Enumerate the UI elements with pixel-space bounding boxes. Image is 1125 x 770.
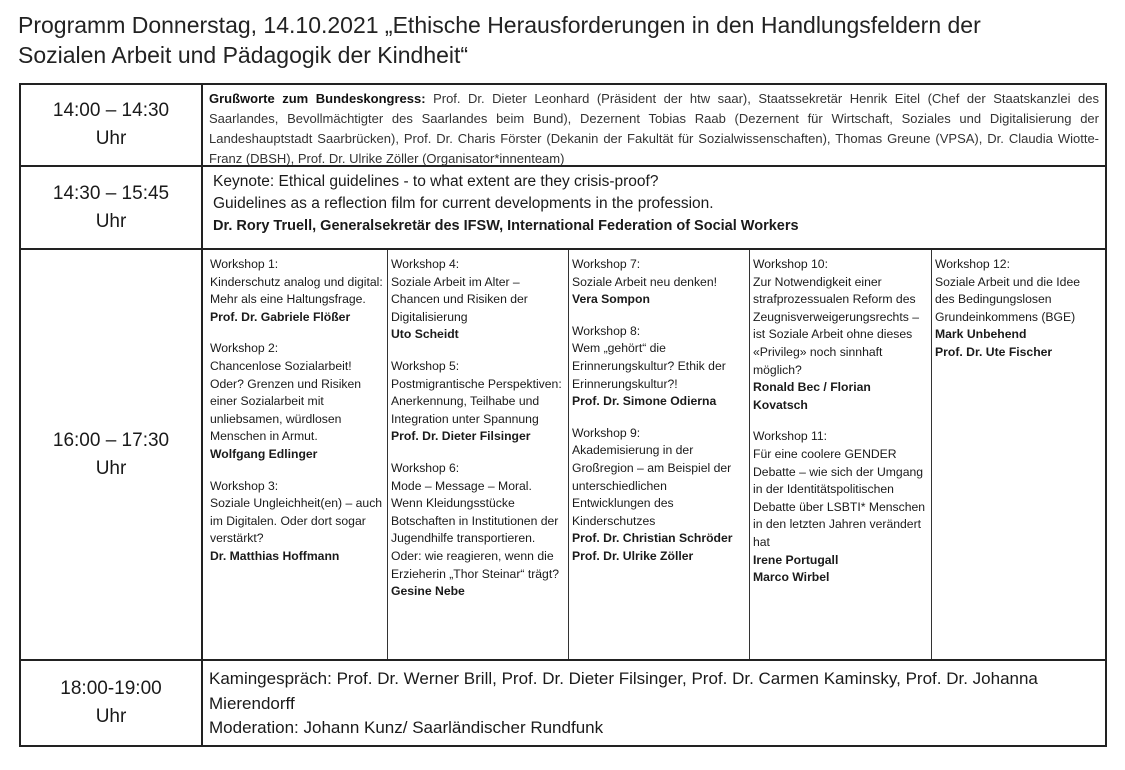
workshop-label: Workshop 4: [391, 257, 460, 271]
workshop-item [572, 425, 745, 566]
workshop-title: Kinderschutz analog und digital: Mehr als eine Haltungsfrage. [210, 274, 383, 307]
keynote-label: Keynote: [213, 173, 275, 190]
workshop-item [753, 428, 927, 586]
keynote-subtitle: Guidelines as a reflection film for current developments in the profession. [213, 195, 714, 212]
time-range: 14:30 – 15:45 [52, 182, 170, 204]
program-table [19, 83, 1107, 747]
workshop-speaker: Prof. Dr. Simone Odierna [572, 394, 717, 409]
page-title [18, 10, 1113, 70]
fireside-label: Kamingespräch: [209, 669, 332, 688]
workshop-speaker: Marco Wirbel [753, 570, 830, 585]
workshop-item [391, 460, 564, 601]
time-cell [21, 661, 203, 745]
workshop-title: Soziale Arbeit im Alter – Chancen und Risiken der Digitalisierung [391, 274, 528, 324]
keynote-title: Ethical guidelines - to what extent are they crisis-proof? [278, 173, 659, 190]
workshop-speaker: Vera Sompon [572, 292, 650, 307]
title-line-2: Sozialen Arbeit und Pädagogik der Kindheit“ [18, 42, 469, 68]
workshop-speaker: Gesine Nebe [391, 584, 465, 599]
time-unit: Uhr [95, 706, 127, 727]
fireside-text: Prof. Dr. Werner Brill, Prof. Dr. Dieter Filsinger, Prof. Dr. Carmen Kaminsky, Prof. Dr. Johanna Mierendorff [209, 669, 1038, 713]
workshop-title: Postmigrantische Perspektiven: Anerkennung, Teilhabe und Integration unter Spannung [391, 376, 562, 426]
workshop-label: Workshop 1: [210, 257, 279, 271]
workshop-title: Wem „gehört“ die Erinnerungskultur? Ethik der Erinnerungskultur?! [572, 341, 726, 391]
title-line-1: Programm Donnerstag, 14.10.2021 „Ethische Herausforderungen in den Handlungsfeldern der [18, 12, 981, 38]
workshop-item [210, 478, 383, 566]
workshop-column [207, 250, 388, 659]
moderation-text: Johann Kunz/ Saarländischer Rundfunk [303, 718, 604, 737]
workshop-title: Zur Notwendigkeit einer strafprozessualen Reform des Zeugnisverweigerungsrechts – ist Soziale Arbeit ohne dieses «Privileg» noch sinnhaft möglich? [753, 274, 919, 377]
workshop-speaker: Ronald Bec / Florian Kovatsch [753, 380, 871, 412]
workshop-speaker: Prof. Dr. Ulrike Zöller [572, 548, 694, 563]
workshop-column [750, 250, 932, 659]
workshop-title: Soziale Arbeit neu denken! [572, 274, 717, 289]
workshop-column [569, 250, 750, 659]
workshop-speaker: Mark Unbehend [935, 327, 1027, 342]
greeting-label: Grußworte zum Bundeskongress: [209, 91, 426, 106]
row-fireside [21, 661, 1105, 745]
workshop-speaker: Uto Scheidt [391, 327, 459, 342]
time-range: 14:00 – 14:30 [52, 100, 170, 121]
workshop-item [210, 340, 383, 463]
workshop-speaker: Prof. Dr. Gabriele Flößer [210, 309, 351, 324]
workshop-label: Workshop 5: [391, 358, 460, 373]
workshop-label: Workshop 3: [210, 478, 279, 493]
workshop-label: Workshop 7: [572, 257, 641, 271]
workshop-item [391, 256, 564, 344]
workshop-item [210, 256, 383, 326]
time-unit: Uhr [95, 457, 127, 479]
workshop-column [932, 250, 1105, 659]
time-cell [21, 167, 203, 248]
workshop-title: Chancenlose Sozialarbeit! Oder? Grenzen und Risiken einer Sozialarbeit mit unliebsamen, würdlosen Menschen in Armut. [210, 358, 362, 444]
time-cell [21, 85, 203, 165]
workshop-speaker: Prof. Dr. Ute Fischer [935, 344, 1053, 359]
greeting-cell [207, 85, 1105, 165]
keynote-speaker: Dr. Rory Truell, Generalsekretär des IFSW, International Federation of Social Workers [213, 218, 799, 234]
workshop-speaker: Irene Portugall [753, 552, 839, 567]
workshop-title: Soziale Ungleichheit(en) – auch im Digitalen. Oder dort sogar verstärkt? [210, 496, 383, 546]
keynote-cell [207, 167, 1105, 248]
time-unit: Uhr [95, 128, 127, 149]
workshop-speaker: Dr. Matthias Hoffmann [210, 548, 340, 563]
time-cell [21, 250, 203, 659]
workshop-speaker: Wolfgang Edlinger [210, 446, 318, 461]
row-keynote [21, 167, 1105, 250]
workshop-title: Für eine coolere GENDER Debatte – wie sich der Umgang in der Identitätspolitischen Debatte über LSBTI* Menschen in den letzten Jahren verändert hat [753, 446, 926, 549]
greeting-text: Prof. Dr. Dieter Leonhard (Präsident der htw saar), Staatssekretär Henrik Eitel (Chef der Staatskanzlei des Saarlandes, Bevollmächtigter des Saarlandes beim Bund), Dezernent Tobias Raab (Dezernent für Wirtschaft, Soziales und Digitalisierung der Landeshauptstadt Saarbrücken), Prof. Dr. Charis Förster (Dekanin der Fakultät für Sozialwissenschaften), Thomas Greune (VPSA), Dr. Claudia Wiotte-Franz (DBSH), Prof. Dr. Ulrike Zöller (Organisator*innenteam) [209, 91, 1099, 166]
workshop-label: Workshop 12: [935, 257, 1010, 271]
workshop-label: Workshop 9: [572, 425, 641, 440]
time-range: 18:00-19:00 [60, 678, 162, 699]
workshop-speaker: Prof. Dr. Christian Schröder [572, 531, 733, 546]
workshop-column [388, 250, 569, 659]
workshop-item [391, 358, 564, 446]
time-range: 16:00 – 17:30 [52, 429, 170, 451]
workshop-item [935, 256, 1101, 362]
row-greeting [21, 85, 1105, 167]
time-unit: Uhr [95, 210, 127, 232]
workshop-title: Mode – Message – Moral. Wenn Kleidungsstücke Botschaften in Institutionen der Jugendhilfe transportieren. Oder: wie reagieren, wenn die Erzieherin „Thor Steinar“ trägt? [391, 478, 559, 581]
workshops-cell [207, 250, 1105, 659]
workshop-label: Workshop 11: [753, 429, 828, 444]
row-workshops [21, 250, 1105, 661]
workshop-title: Akademisierung in der Großregion – am Beispiel der unterschiedlichen Entwicklungen des Kinderschutzes [572, 443, 732, 528]
workshop-label: Workshop 10: [753, 257, 828, 271]
workshop-label: Workshop 6: [391, 460, 460, 475]
workshop-item [572, 323, 745, 411]
workshop-label: Workshop 2: [210, 341, 279, 356]
fireside-cell [207, 661, 1105, 745]
workshop-title: Soziale Arbeit und die Idee des Bedingungslosen Grundeinkommens (BGE) [935, 274, 1080, 324]
moderation-label: Moderation: [209, 718, 299, 737]
workshop-label: Workshop 8: [572, 323, 641, 338]
workshop-item [572, 256, 745, 309]
workshop-speaker: Prof. Dr. Dieter Filsinger [391, 429, 531, 444]
workshop-item [753, 256, 927, 414]
